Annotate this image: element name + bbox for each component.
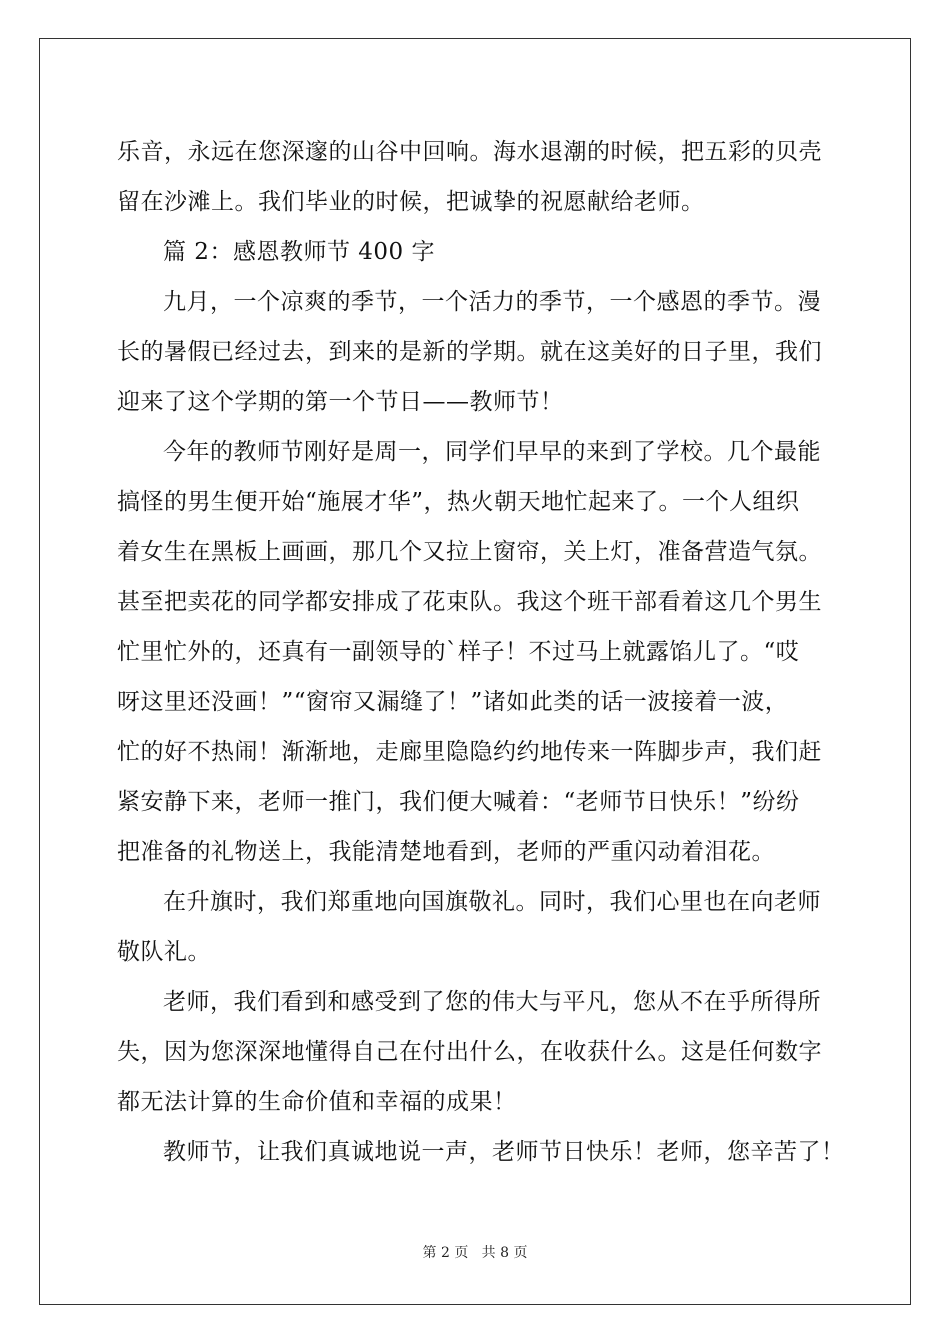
- text-line: 呀这里还没画！”“窗帘又漏缝了！”诸如此类的话一波接着一波，: [117, 689, 789, 715]
- page-footer: [0, 1243, 950, 1263]
- text-line: 失，因为您深深地懂得自己在付出什么，在收获什么。这是任何数字: [117, 1039, 822, 1065]
- text-line: 敬队礼。: [117, 939, 211, 965]
- text-line: 留在沙滩上。我们毕业的时候，把诚挚的祝愿献给老师。: [117, 189, 705, 215]
- text-line: 着女生在黑板上画画，那几个又拉上窗帘，关上灯，准备营造气氛。: [117, 539, 822, 565]
- text-line: 搞怪的男生便开始“施展才华”，热火朝天地忙起来了。一个人组织: [117, 489, 800, 515]
- text-line: 长的暑假已经过去，到来的是新的学期。就在这美好的日子里，我们: [117, 339, 822, 365]
- text-line: 九月，一个凉爽的季节，一个活力的季节，一个感恩的季节。漫: [163, 289, 821, 315]
- text-line: 忙的好不热闹！渐渐地，走廊里隐隐约约地传来一阵脚步声，我们赶: [117, 739, 822, 765]
- text-line: 紧安静下来，老师一推门，我们便大喊着：“老师节日快乐！”纷纷: [117, 789, 800, 815]
- text-line: 忙里忙外的，还真有一副领导的`样子！不过马上就露馅儿了。“哎: [117, 639, 800, 665]
- page-number: 第 2 页 共 8 页: [422, 1245, 528, 1261]
- text-line: 老师，我们看到和感受到了您的伟大与平凡，您从不在乎所得所: [163, 989, 821, 1015]
- text-line: 教师节，让我们真诚地说一声，老师节日快乐！老师，您辛苦了！: [163, 1139, 845, 1165]
- text-line: 迎来了这个学期的第一个节日——教师节！: [117, 389, 564, 415]
- text-line: 在升旗时，我们郑重地向国旗敬礼。同时，我们心里也在向老师: [163, 889, 821, 915]
- section-heading: 篇 2：感恩教师节 400 字: [163, 239, 435, 265]
- text-line: 甚至把卖花的同学都安排成了花束队。我这个班干部看着这几个男生: [117, 589, 822, 615]
- text-line: 今年的教师节刚好是周一，同学们早早的来到了学校。几个最能: [163, 439, 821, 465]
- text-line: 乐音，永远在您深邃的山谷中回响。海水退潮的时候，把五彩的贝壳: [117, 139, 822, 165]
- text-line: 把准备的礼物送上，我能清楚地看到，老师的严重闪动着泪花。: [117, 839, 775, 865]
- text-line: 都无法计算的生命价值和幸福的成果！: [117, 1089, 517, 1115]
